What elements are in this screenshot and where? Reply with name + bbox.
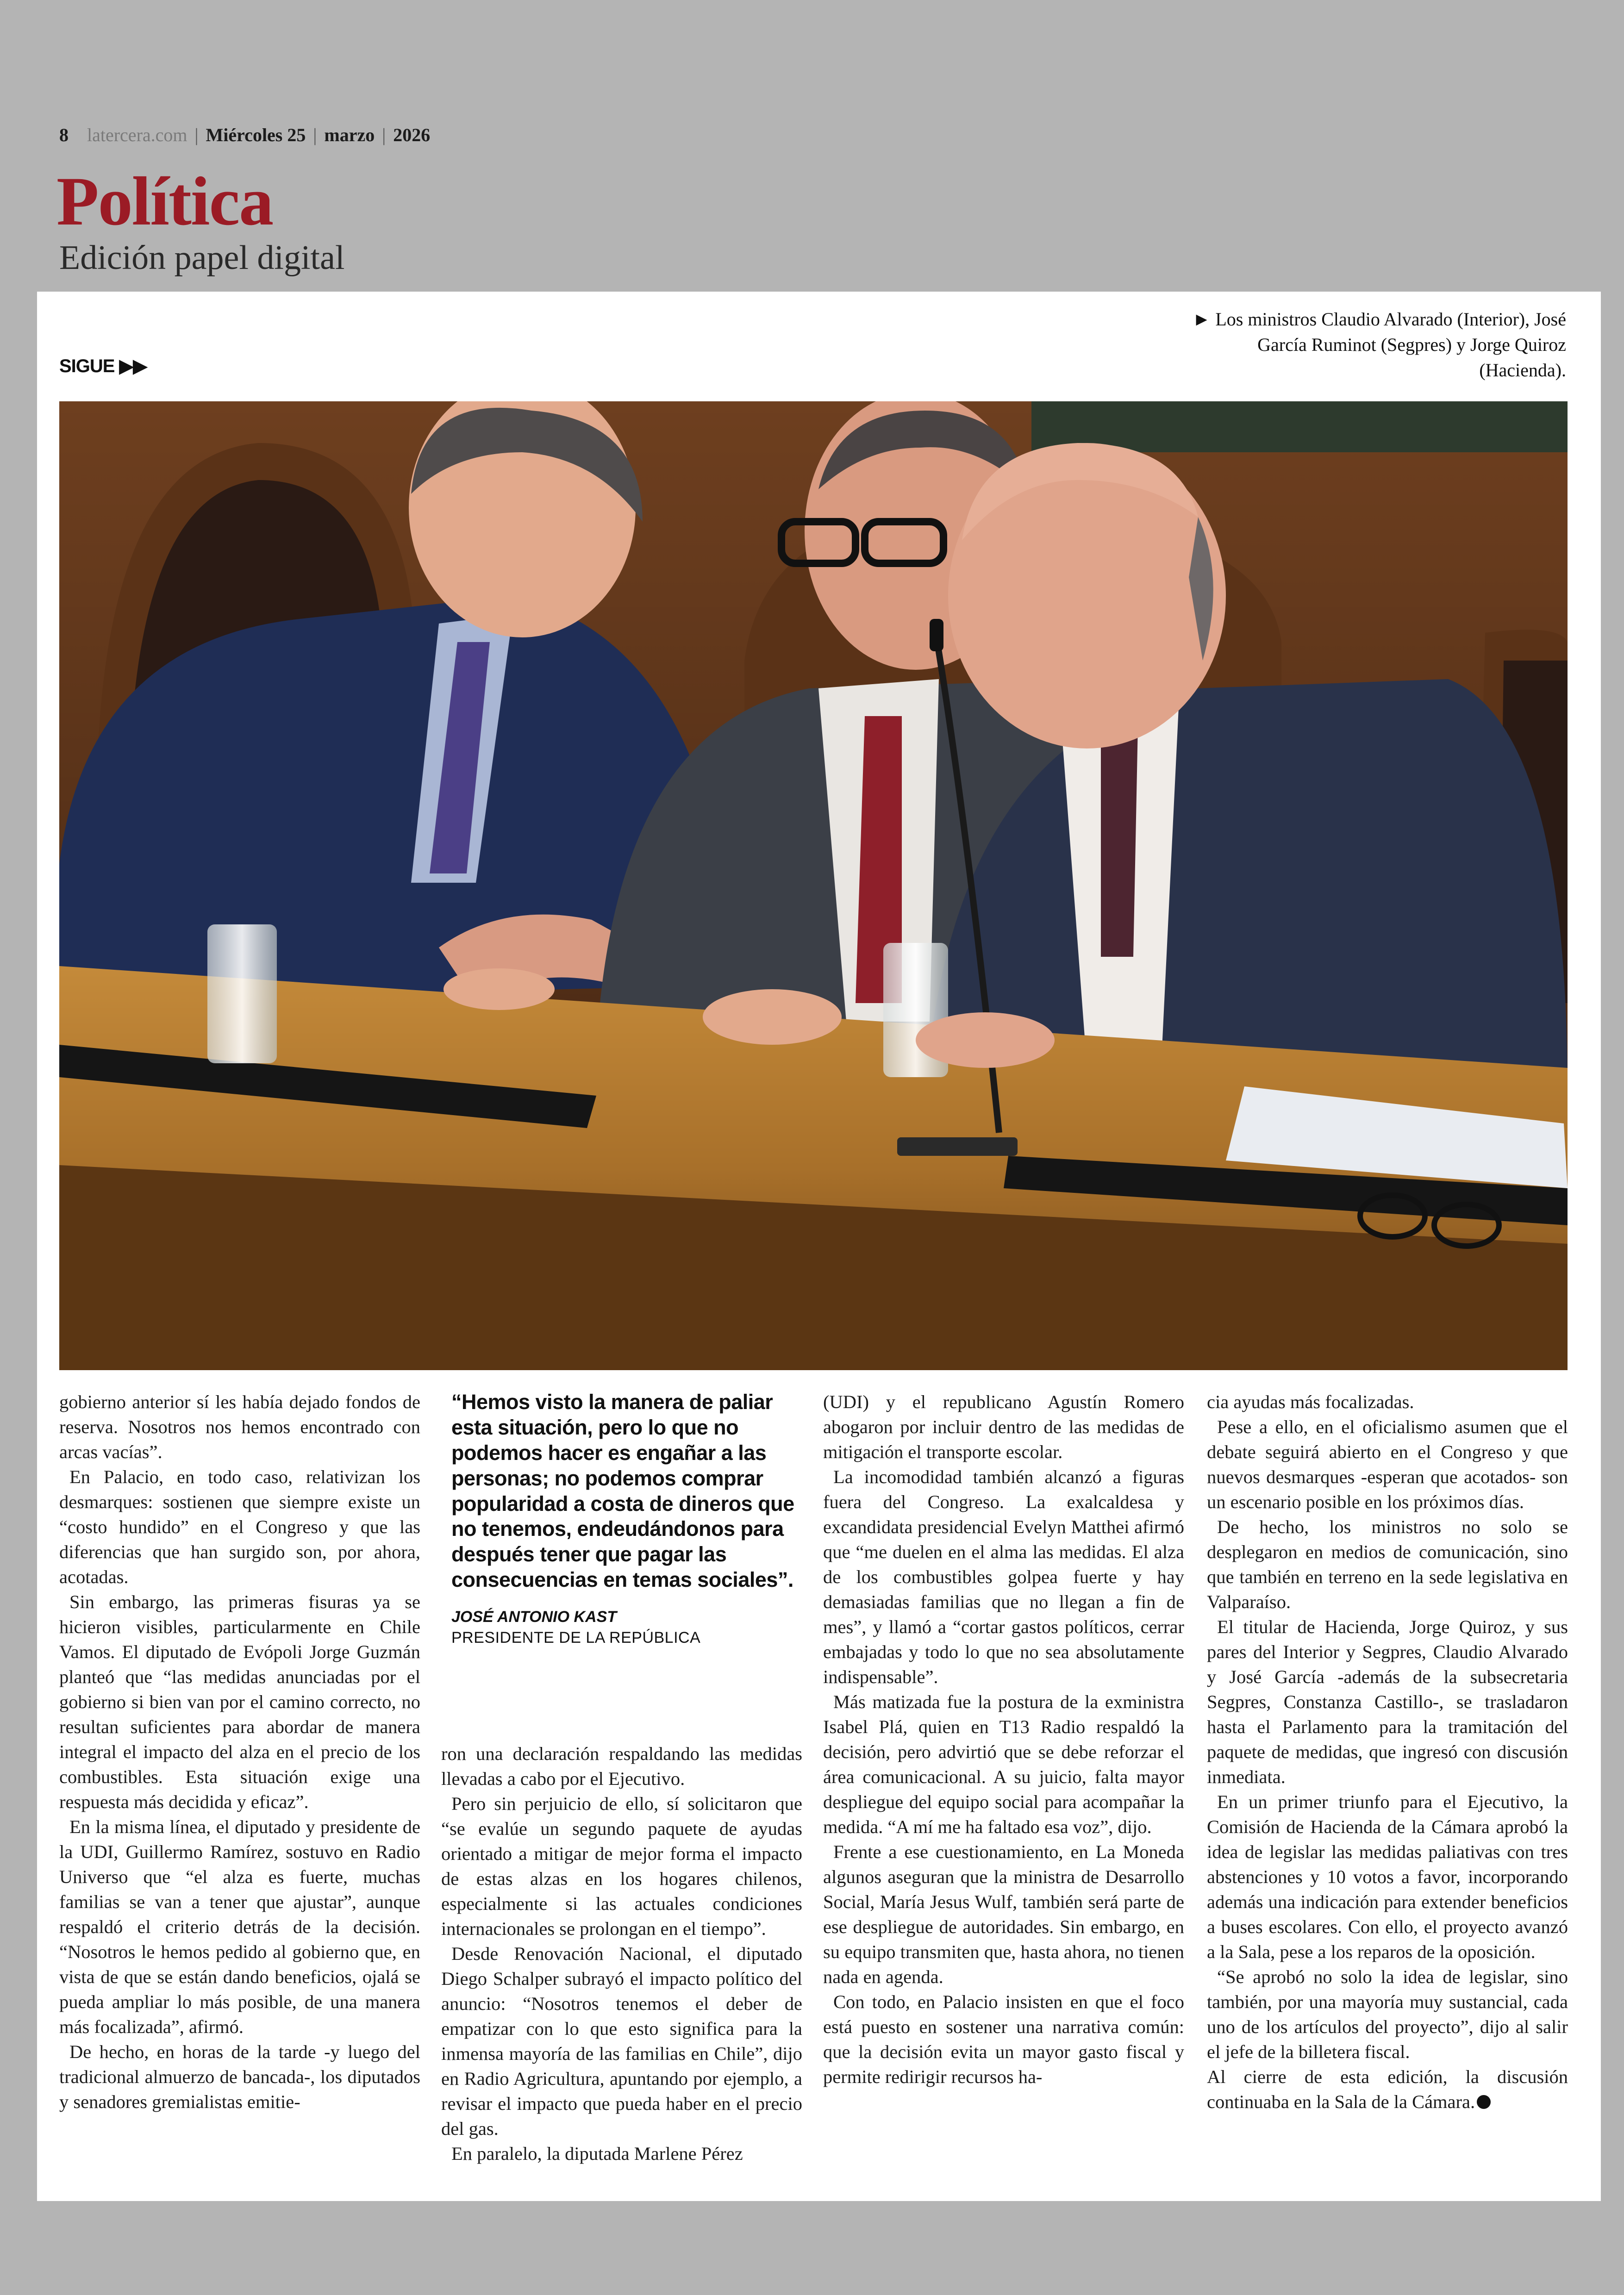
- page-number: 8: [59, 125, 69, 145]
- article-column-4: [1207, 1390, 1568, 2114]
- date-day: Miércoles 25: [206, 125, 306, 145]
- paragraph: Frente a ese cuestionamiento, en La Moneda algunos aseguran que la ministra de Desarrollo Social, María Jesus Wulf, también será parte de ese despliegue de autoridades. Sin embargo, en su equipo transmiten que, hasta ahora, no tienen nada en agenda.: [823, 1841, 1184, 1987]
- end-of-article-icon: [1477, 2095, 1491, 2109]
- paragraph: Pese a ello, en el oficialismo asumen que el debate seguirá abierto en el Congreso y que nuevos desmarques -esperan que acotados- son un escenario posible en los próximos días.: [1207, 1416, 1568, 1512]
- pull-quote-text: “Hemos visto la manera de paliar esta situación, pero lo que no podemos hacer es engañar a las personas; no podemos comprar popularidad a costa de dineros que no tenemos, endeudándonos para después tener que pagar las consecuencias en temas sociales”.: [451, 1390, 794, 1592]
- paragraph: (UDI) y el republicano Agustín Romero abogaron por incluir dentro de las medidas de mitigación el transporte escolar.: [823, 1391, 1184, 1462]
- paragraph: Sin embargo, las primeras fisuras ya se hicieron visibles, particularmente en Chile Vamos. El diputado de Evópoli Jorge Guzmán planteó que “las medidas anunciadas por el gobierno si bien van por el camino correcto, no resultan suficientes para abordar de manera integral el impacto del alza en el precio de los combustibles. Esta situación exige una respuesta más decidida y eficaz”.: [59, 1591, 420, 1812]
- paragraph: De hecho, en horas de la tarde -y luego del tradicional almuerzo de bancada-, los diputados y senadores gremialistas emitie-: [59, 2041, 420, 2112]
- closing-paragraph: [1207, 2064, 1568, 2114]
- paragraph: De hecho, los ministros no solo se desplegaron en medios de comunicación, sino que también en terreno en la sede legislativa en Valparaíso.: [1207, 1516, 1568, 1612]
- site-name[interactable]: latercera.com: [87, 125, 187, 145]
- article-column-2: [441, 1390, 802, 2166]
- paragraph: gobierno anterior sí les había dejado fondos de reserva. Nosotros nos hemos encontrado con arcas vacías”.: [59, 1391, 420, 1462]
- paragraph: En un primer triunfo para el Ejecutivo, la Comisión de Hacienda de la Cámara aprobó la idea de legislar las medidas paliativas con tres abstenciones y 10 votos a favor, incorporando además una indicación para extender beneficios a buses escolares. Con ello, el proyecto avanzó a la Sala, pese a los reparos de la oposición.: [1207, 1791, 1568, 1962]
- paragraph: El titular de Hacienda, Jorge Quiroz, y sus pares del Interior y Segpres, Claudio Alvarado y José García -además de la subsecretaria Segpres, Constanza Castillo-, se trasladaron hasta el Parlamento para la tramitación del paquete de medidas, que ingresó con discusión inmediata.: [1207, 1616, 1568, 1787]
- paragraph: Con todo, en Palacio insisten en que el foco está puesto en sostener una narrativa común: que la decisión evita un mayor gasto fiscal y permite redirigir recursos ha-: [823, 1991, 1184, 2087]
- paragraph: ron una declaración respaldando las medidas llevadas a cabo por el Ejecutivo.: [441, 1743, 802, 1789]
- paragraph: Más matizada fue la postura de la exministra Isabel Plá, quien en T13 Radio respaldó la decisión, pero advirtió que se debe reforzar el área comunicacional. A su juicio, falta mayor despliegue del equipo social para acompañar la medida. “A mí me ha faltado esa voz”, dijo.: [823, 1691, 1184, 1837]
- article-page: [37, 292, 1601, 2201]
- article-column-3: [823, 1390, 1184, 2089]
- paragraph: Desde Renovación Nacional, el diputado Diego Schalper subrayó el impacto político del anuncio: “Nosotros tenemos el deber de empatizar con lo que esto significa para la inmensa mayoría de las familias en Chile”, dijo en Radio Agricultura, apuntando por ejemplo, a revisar el impacto que pueda haber en el precio del gas.: [441, 1943, 802, 2139]
- pull-quote-author: JOSÉ ANTONIO KAST: [451, 1608, 617, 1626]
- date-year: 2026: [393, 125, 431, 145]
- paragraph: Pero sin perjuicio de ello, sí solicitaron que “se evalúe un segundo paquete de ayudas orientado a mitigar de mejor forma el impacto de estas alzas en los hogares chilenos, especialmente si las actuales condiciones internacionales se prolongan en el tiempo”.: [441, 1793, 802, 1939]
- pull-quote-role: PRESIDENTE DE LA REPÚBLICA: [451, 1629, 701, 1647]
- sigue-marker: SIGUE ▶▶: [59, 356, 147, 376]
- pull-quote: [441, 1390, 802, 1649]
- paragraph: En la misma línea, el diputado y presidente de la UDI, Guillermo Ramírez, sostuvo en Radio Universo que “el alza es fuerte, muchas familias se van a tener que ajustar”, aunque respaldó el criterio detrás de la decisión. “Nosotros le hemos pedido al gobierno que, en vista de que se están dando beneficios, ojalá se pueda ampliar lo más posible, de una manera más focalizada”, afirmó.: [59, 1816, 420, 2037]
- paragraph: En paralelo, la diputada Marlene Pérez: [451, 2143, 743, 2164]
- paragraph: La incomodidad también alcanzó a figuras fuera del Congreso. La exalcaldesa y excandidata presidencial Evelyn Matthei afirmó que “me duelen en el alma las medidas. El alza de los combustibles golpea fuerte y hay demasiadas familias que no llegan a fin de mes”, y llamó a “cortar gastos políticos, cerrar embajadas y todo lo que no sea absolutamente indispensable”.: [823, 1466, 1184, 1687]
- date-month: marzo: [324, 125, 375, 145]
- section-title: Política: [56, 163, 273, 240]
- article-column-1: [59, 1390, 420, 2114]
- paragraph: cia ayudas más focalizadas.: [1207, 1391, 1414, 1412]
- paragraph: En Palacio, en todo caso, relativizan los desmarques: sostienen que siempre existe un “costo hundido” en el Congreso y que las diferencias que han surgido son, por ahora, acotadas.: [59, 1466, 420, 1587]
- page-header: 8 latercera.com | Miércoles 25 | marzo | 2026: [59, 125, 431, 145]
- ministers-photo: [59, 401, 1568, 1370]
- photo-caption: ► Los ministros Claudio Alvarado (Interior), José García Ruminot (Segpres) y Jorge Quiroz (Hacienda).: [1192, 309, 1566, 381]
- paragraph: “Se aprobó no solo la idea de legislar, sino también, por una mayoría muy sustancial, cada uno de los artículos del proyecto”, dijo al salir el jefe de la billetera fiscal.: [1207, 1966, 1568, 2062]
- section-subtitle: Edición papel digital: [59, 239, 345, 277]
- closing-text: Al cierre de esta edición, la discusión continuaba en la Sala de la Cámara.: [1207, 2066, 1568, 2112]
